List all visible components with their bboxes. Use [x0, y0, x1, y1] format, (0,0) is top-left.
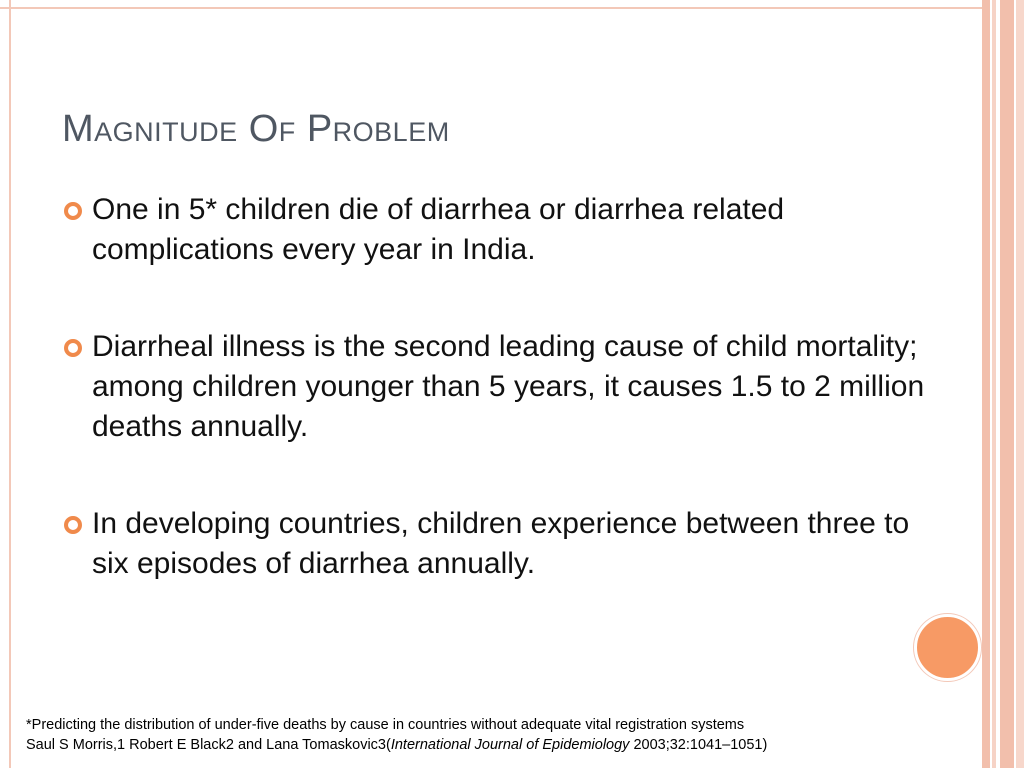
footnote-line-1: *Predicting the distribution of under-five deaths by cause in countries without adequate vital registration systems [26, 717, 745, 733]
footnote-line-2 [26, 735, 966, 755]
ring-bullet-icon [64, 202, 82, 220]
footnote [26, 715, 966, 755]
right-border-stripe [992, 0, 996, 768]
frame-top-line [0, 7, 982, 9]
bullet-text: One in 5* children die of diarrhea or diarrhea related complications every year in India. [92, 193, 785, 266]
bullet-list [64, 190, 944, 584]
slide-title: Magnitude Of Problem [62, 108, 450, 150]
right-border-stripe [1016, 0, 1024, 768]
bullet-item [64, 190, 944, 270]
footnote-journal: International Journal of Epidemiology [390, 737, 630, 753]
ring-bullet-icon [64, 516, 82, 534]
decorative-circle [914, 614, 981, 681]
right-border-stripe [1000, 0, 1014, 768]
ring-bullet-icon [64, 339, 82, 357]
bullet-item [64, 327, 944, 447]
bullet-text: Diarrheal illness is the second leading cause of child mortality; among children younger than 5 years, it causes 1.5 to 2 million deaths annually. [92, 330, 925, 443]
frame-left-line [9, 0, 11, 768]
footnote-authors: Saul S Morris,1 Robert E Black2 and Lana Tomaskovic3( [26, 737, 391, 753]
bullet-item [64, 504, 944, 584]
footnote-citation: 2003;32:1041–1051) [629, 737, 768, 753]
right-border-stripe [982, 0, 990, 768]
bullet-text: In developing countries, children experience between three to six episodes of diarrhea annually. [92, 507, 910, 580]
